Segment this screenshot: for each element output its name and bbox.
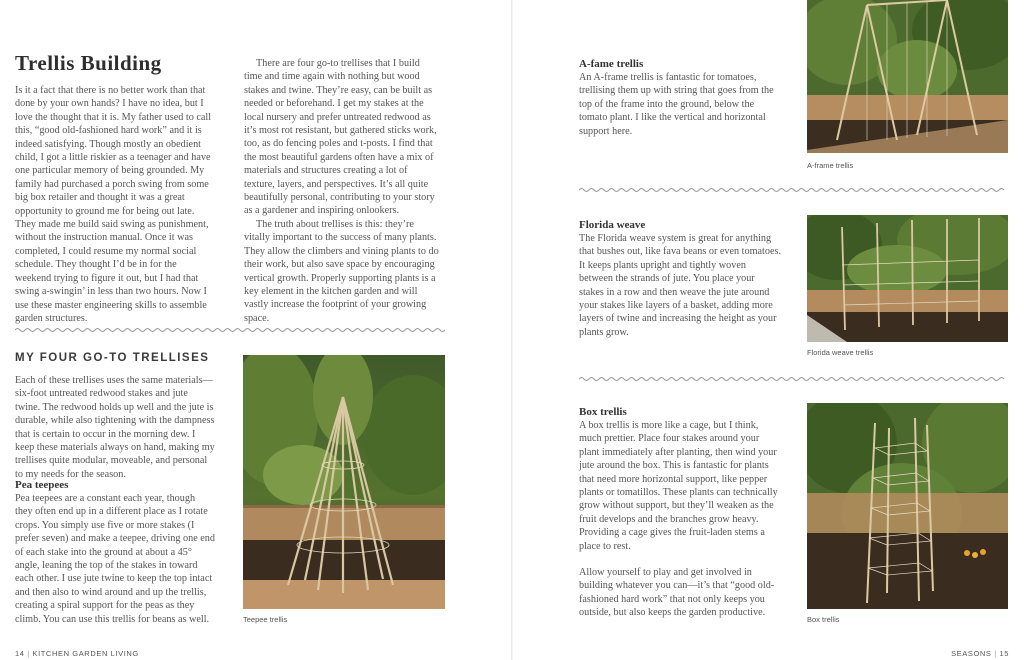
box-trellis-caption: Box trellis <box>807 615 840 624</box>
box-trellis-paragraph: A box trellis is more like a cage, but I think, much prettier. Place four stakes around your plant immediately after planting, then wind your jute around the box. This is fantastic for plants that need more horizontal support, like pepper plants or tomatillos. These plants can technically grow without support, but they’ll weaken as the fruit develops and the branches grow heavy. Providing a cage gives the fruit-laden stems a place to rest. <box>579 420 778 552</box>
right-page-number: 15 <box>999 649 1009 658</box>
page-title: Trellis Building <box>15 51 162 75</box>
right-footer: SEASONS | 15 <box>951 649 1009 658</box>
section-name: SEASONS <box>951 649 992 658</box>
florida-weave-caption: Florida weave trellis <box>807 348 874 357</box>
intro-paragraph: Is it a fact that there is no better work than that done by your own hands? I have no idea, but I love the thought that it is. My father used to call this, “good old-fashioned hard work” and it is indeed satisfying. Though mostly an obedient child, I got a little riskier as a teenager and have one particular memory of being grounded. My family had purchased a porch swing from some big box retailer and thought it was a great opportunity to ground me for being out late. They made me build said swing as punishment, without the instruction manual. Once it was completed, I could resume my normal social schedule. They thought I’d be in for the weekend trying to figure it out, but I had that swing a-swingin’ in less than two hours. Now I use these master engineering skills to assemble garden structures. <box>15 85 212 324</box>
intro-column-2 <box>244 57 440 325</box>
aframe-section <box>579 58 779 138</box>
intro-paragraph-2: There are four go-to trellises that I build time and time again with nothing but wood stakes and twine. They’re easy, can be built as needed or beforehand. I get my stakes at the local nursery and prefer untreated redwood as it’s most rot resistant, but gathered sticks work, too, as do fencing poles and t-posts. I find that the most beautiful gardens often have a mix of materials and structures creating a lot of texture, layers, and perspectives. It’s all quite beautifully personal, contributing to your story as a gardener and inspiring onlookers. <box>244 58 437 217</box>
left-page-number: 14 <box>15 649 25 658</box>
box-trellis-photo <box>807 403 1008 609</box>
wavy-divider <box>15 326 445 334</box>
florida-weave-paragraph: The Florida weave system is great for anything that bushes out, like fava beans or even tomatoes. It keeps plants upright and tightly woven between the strands of jute. You place your stakes in a row and then weave the jute around your stakes like layers of a basket, adding more layers of twine and increasing the height as your plants grow. <box>579 233 781 338</box>
florida-weave-section <box>579 219 782 339</box>
box-trellis-heading: Box trellis <box>579 406 627 418</box>
pea-teepees-paragraph: Pea teepees are a constant each year, though they often end up in a different place as I rotate crops. You simply use five or more stakes (I prefer seven) and make a teepee, driving one end of each stake into the ground at about a 45° angle, leaning the top of the stakes in toward each other. I use jute twine to keep the top intact and then also to wind around and up the trellis, creating a spiral support for the peas as they climb. You can use this trellis for beans as well. <box>15 493 215 625</box>
box-trellis-section <box>579 406 779 620</box>
wavy-divider <box>579 375 1008 383</box>
aframe-heading: A-fame trellis <box>579 58 644 70</box>
book-title: KITCHEN GARDEN LIVING <box>32 649 139 658</box>
florida-weave-photo <box>807 215 1008 342</box>
teepee-trellis-photo <box>243 355 445 609</box>
closing-paragraph: Allow yourself to play and get involved in building whatever you can—it’s that “good old-fashioned hard work” that not only keeps you outside, but also keeps the garden productive. <box>579 567 775 619</box>
aframe-caption: A-frame trellis <box>807 161 854 170</box>
intro-paragraph-3: The truth about trellises is this: they’re vitally important to the success of many plants. They allow the climbers and vining plants to do their work, but also save space by encouraging vertical growth. Properly supporting plants is a key element in the kitchen garden and will vastly increase the footprint of your growing space. <box>244 218 439 324</box>
left-footer: 14 | KITCHEN GARDEN LIVING <box>15 649 139 658</box>
florida-weave-heading: Florida weave <box>579 219 646 231</box>
pea-teepees-section <box>15 479 215 626</box>
wavy-divider <box>579 186 1008 194</box>
materials-paragraph: Each of these trellises uses the same materials—six-foot untreated redwood stakes and jute twine. The redwood holds up well and the jute is durable, while also tightening with the dampness that is certain to occur in the morning dew. I keep these materials always on hand, making my trellises quite modular, moveable, and personal to my needs for the season. <box>15 375 215 480</box>
section-title: MY FOUR GO-TO TRELLISES <box>15 352 210 364</box>
teepee-caption: Teepee trellis <box>243 615 288 624</box>
aframe-paragraph: An A-frame trellis is fantastic for tomatoes, trellising them up with string that goes from the top of the frame into the ground, below the tomato plant. I like the vertical and horizontal support here. <box>579 72 774 137</box>
page-gutter <box>511 0 513 660</box>
aframe-trellis-photo <box>807 0 1008 153</box>
pea-teepees-heading: Pea teepees <box>15 479 69 491</box>
